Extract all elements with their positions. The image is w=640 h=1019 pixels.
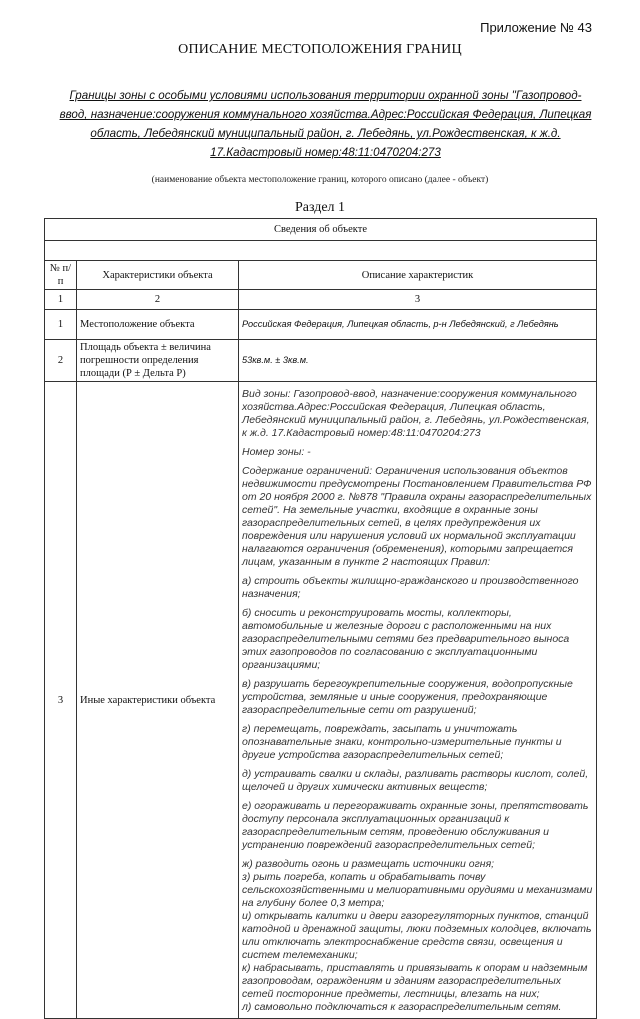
row-number: 3 — [45, 382, 77, 1019]
row-name: Площадь объекта ± величина погрешности определения площади (Р ± Дельта Р) — [77, 340, 239, 382]
object-caption: (наименование объекта местоположение границ, которого описано (далее - объект) — [151, 175, 489, 185]
row-value: Российская Федерация, Липецкая область, р-н Лебедянский, г Лебедянь — [239, 310, 597, 340]
restriction-paragraph: Номер зоны: - — [242, 446, 311, 458]
row-name: Местоположение объекта — [77, 310, 239, 340]
table-empty-row — [45, 241, 597, 261]
table-title: Сведения об объекте — [45, 219, 597, 241]
section-title: Раздел 1 — [294, 200, 346, 215]
restriction-paragraph: ж) разводить огонь и размещать источники огня; — [242, 858, 495, 870]
restriction-paragraph: д) устраивать свалки и склады, разливать растворы кислот, солей, щелочей и других химически активных веществ; — [242, 768, 589, 793]
page-title: ОПИСАНИЕ МЕСТОПОЛОЖЕНИЯ ГРАНИЦ — [178, 42, 462, 57]
row-name: Иные характеристики объекта — [77, 382, 239, 1019]
row-value-restrictions — [239, 382, 597, 1019]
row-number: 1 — [45, 310, 77, 340]
restriction-paragraph: з) рыть погреба, копать и обрабатывать почву сельскохозяйственными и мелиоративными орудиями и механизмами на глубину более 0,3 метра; — [242, 871, 593, 909]
restriction-paragraph: Вид зоны: Газопровод-ввод, назначение:сооружения коммунального хозяйства.Адрес:Российская Федерация, Липецкая область, Лебедянский муниципальный район, г. Лебедянь, ул.Рождественская, к ж.д. 17.Кадастровый номер:48:11:0470204:273 — [242, 388, 590, 439]
table-row — [45, 310, 597, 340]
restriction-paragraph: л) самовольно подключаться к газораспределительным сетям. — [242, 1001, 562, 1013]
header-characteristic: Характеристики объекта — [77, 261, 239, 290]
restriction-paragraph: и) открывать калитки и двери газорегуляторных пунктов, станций катодной и дренажной защиты, люки подземных колодцев, включать или отключать электроснабжение средств связи, освещения и систем телемеханики; — [242, 910, 592, 961]
column-number: 3 — [239, 290, 597, 310]
restriction-paragraph: в) разрушать берегоукрепительные сооружения, водопропускные устройства, земляные и иные сооружения, предохраняющие газораспределительные сети от разрушений; — [242, 678, 573, 716]
table-column-numbers — [45, 290, 597, 310]
row-value: 53кв.м. ± 3кв.м. — [239, 340, 597, 382]
appendix-label: Приложение № 43 — [480, 20, 592, 35]
restriction-paragraph: б) сносить и реконструировать мосты, коллекторы, автомобильные и железные дороги с расположенными на них газораспределительными сетями без предварительного выноса этих газопроводов по согласованию с эксплуатационными организациями; — [242, 607, 570, 671]
table-header-row — [45, 261, 597, 290]
header-number: № п/п — [45, 261, 77, 290]
restriction-paragraph: г) перемещать, повреждать, засыпать и уничтожать опознавательные знаки, контрольно-измерительные пункты и другие устройства газораспределительных сетей; — [242, 723, 562, 761]
object-info-table — [44, 218, 597, 1019]
column-number: 2 — [77, 290, 239, 310]
restriction-paragraph: а) строить объекты жилищно-гражданского и производственного назначения; — [242, 575, 579, 600]
header-description: Описание характеристик — [239, 261, 597, 290]
restriction-paragraph: е) огораживать и перегораживать охранные зоны, препятствовать доступу персонала эксплуатационных организаций к газораспределительным сетям, проведению обслуживания и устранению повреждений газораспределительных сетей; — [242, 800, 589, 851]
boundary-description: Границы зоны с особыми условиями использования территории охранной зоны "Газопровод-ввод, назначение:сооружения коммунального хозяйства.Адрес:Российская Федерация, Липецкая область, Лебедянский муниципальный район, г. Лебедянь, ул.Рождественская, к ж.д. 17.Кадастровый номер:48:11:0470204:273 — [59, 89, 592, 159]
restriction-paragraph: Содержание ограничений: Ограничения использования объектов недвижимости предусмотрены Постановлением Правительства РФ от 20 ноября 2000 г. №878 "Правила охраны газораспределительных сетей". На земельные участки, входящие в охранные зоны газораспределительных сетей, в целях предупреждения их повреждения или нарушения условий их нормальной эксплуатации налагаются ограничения (обременения), которыми запрещается лицам, указанным в пункте 2 настоящих Правил: — [242, 465, 592, 568]
table-row — [45, 382, 597, 1019]
restriction-paragraph: к) набрасывать, приставлять и привязывать к опорам и надземным газопроводам, ограждениям и зданиям газораспределительных сетей посторонние предметы, лестницы, влезать на них; — [242, 962, 588, 1000]
column-number: 1 — [45, 290, 77, 310]
table-row — [45, 340, 597, 382]
row-number: 2 — [45, 340, 77, 382]
